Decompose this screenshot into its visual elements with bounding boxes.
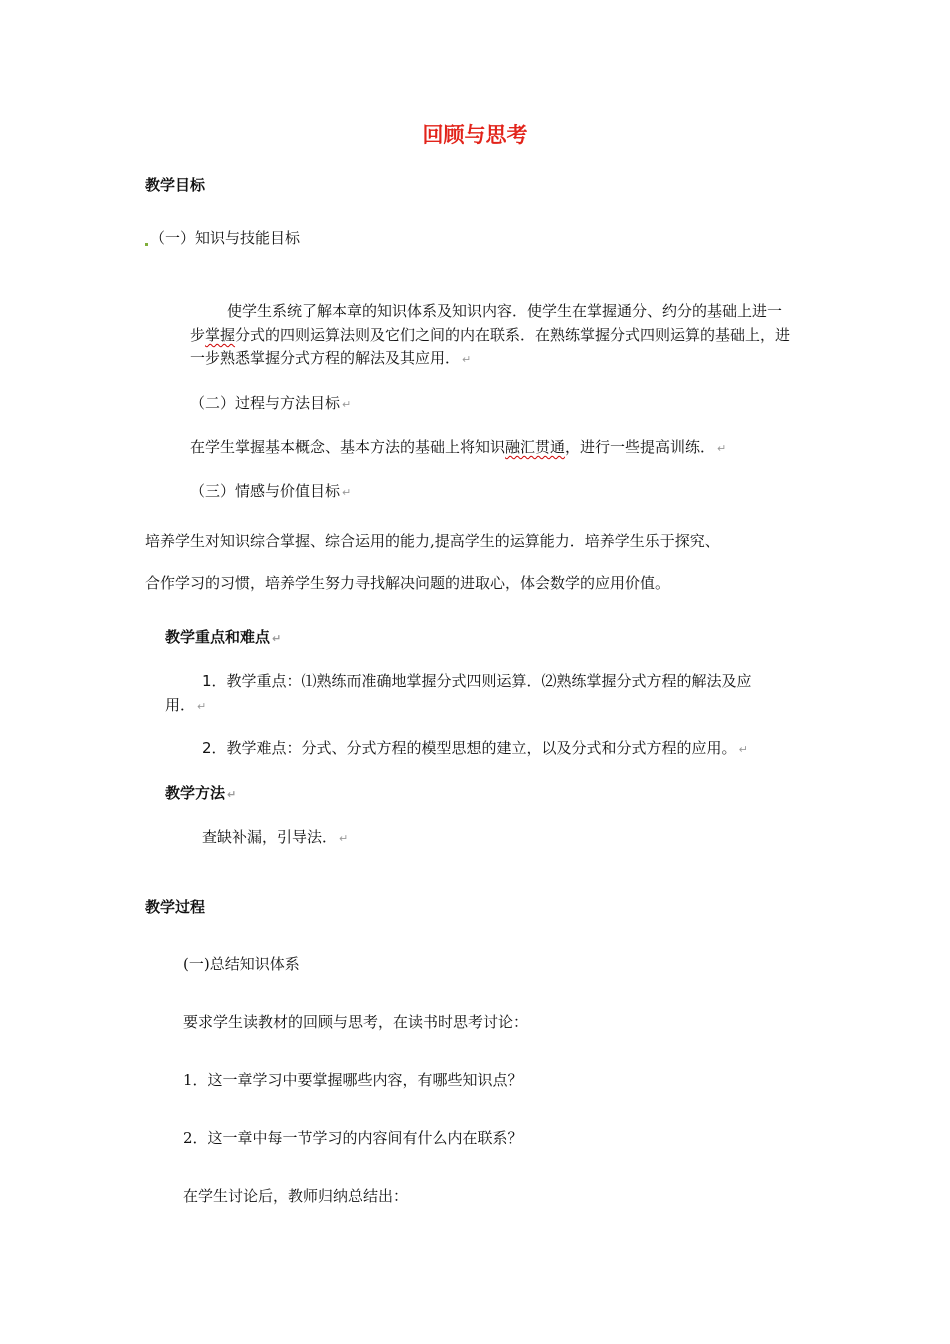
process-intro: 要求学生读教材的回顾与思考，在读书时思考讨论： (183, 1013, 529, 1031)
spellcheck-word: 融汇贯通 (505, 438, 566, 456)
spellcheck-word: 掌握 (205, 326, 236, 344)
goal3-line1: 培养学生对知识综合掌握、综合运用的能力,提高学生的运算能力．培养学生乐于探究、 (145, 532, 720, 550)
heading-process: 教学过程 (145, 898, 206, 916)
bullet-dot (145, 243, 148, 246)
process-sub1: (一)总结知识体系 (183, 955, 300, 973)
goal1-line1: 使学生系统了解本章的知识体系及知识内容．使学生在掌握通分、约分的基础上进一 (227, 302, 783, 320)
key-point-2: 2．教学难点：分式、分式方程的模型思想的建立，以及分式和分式方程的应用。 ↵ (202, 739, 748, 757)
subheading-process-method: （二）过程与方法目标 ↵ (190, 394, 352, 412)
key-point-1-line1: 1．教学重点：⑴熟练而准确地掌握分式四则运算．⑵熟练掌握分式方程的解法及应 (202, 672, 752, 690)
paragraph-mark: ↵ (339, 832, 349, 845)
heading-teaching-goals: 教学目标 (145, 176, 206, 194)
method-text: 查缺补漏，引导法． ↵ (202, 828, 349, 846)
process-conclusion: 在学生讨论后，教师归纳总结出： (183, 1187, 409, 1205)
goal2-text: 在学生掌握基本概念、基本方法的基础上将知识融汇贯通，进行一些提高训练． ↵ (190, 438, 727, 456)
paragraph-mark: ↵ (738, 743, 748, 756)
goal3-line2: 合作学习的习惯，培养学生努力寻找解决问题的进取心，体会数学的应用价值。 (145, 574, 671, 592)
subheading-emotion-values: （三）情感与价值目标 ↵ (190, 482, 352, 500)
goal1-line3: 一步熟悉掌握分式方程的解法及其应用． ↵ (190, 349, 472, 367)
paragraph-mark: ↵ (717, 442, 727, 455)
paragraph-mark: ↵ (197, 700, 207, 713)
process-question-1: 1．这一章学习中要掌握哪些内容，有哪些知识点？ (183, 1071, 523, 1089)
paragraph-mark: ↵ (342, 398, 352, 411)
heading-method: 教学方法 ↵ (165, 784, 237, 802)
paragraph-mark: ↵ (272, 632, 282, 645)
process-question-2: 2．这一章中每一节学习的内容间有什么内在联系？ (183, 1129, 523, 1147)
subheading-knowledge-skills: （一）知识与技能目标 (150, 229, 301, 247)
paragraph-mark: ↵ (342, 486, 352, 499)
heading-key-points: 教学重点和难点 ↵ (165, 628, 282, 646)
paragraph-mark: ↵ (462, 353, 472, 366)
key-point-1-line2: 用． ↵ (165, 696, 207, 714)
paragraph-mark: ↵ (227, 788, 237, 801)
goal1-line2: 步掌握分式的四则运算法则及它们之间的内在联系．在熟练掌握分式四则运算的基础上，进 (190, 326, 791, 344)
page-title: 回顾与思考 (422, 122, 528, 147)
